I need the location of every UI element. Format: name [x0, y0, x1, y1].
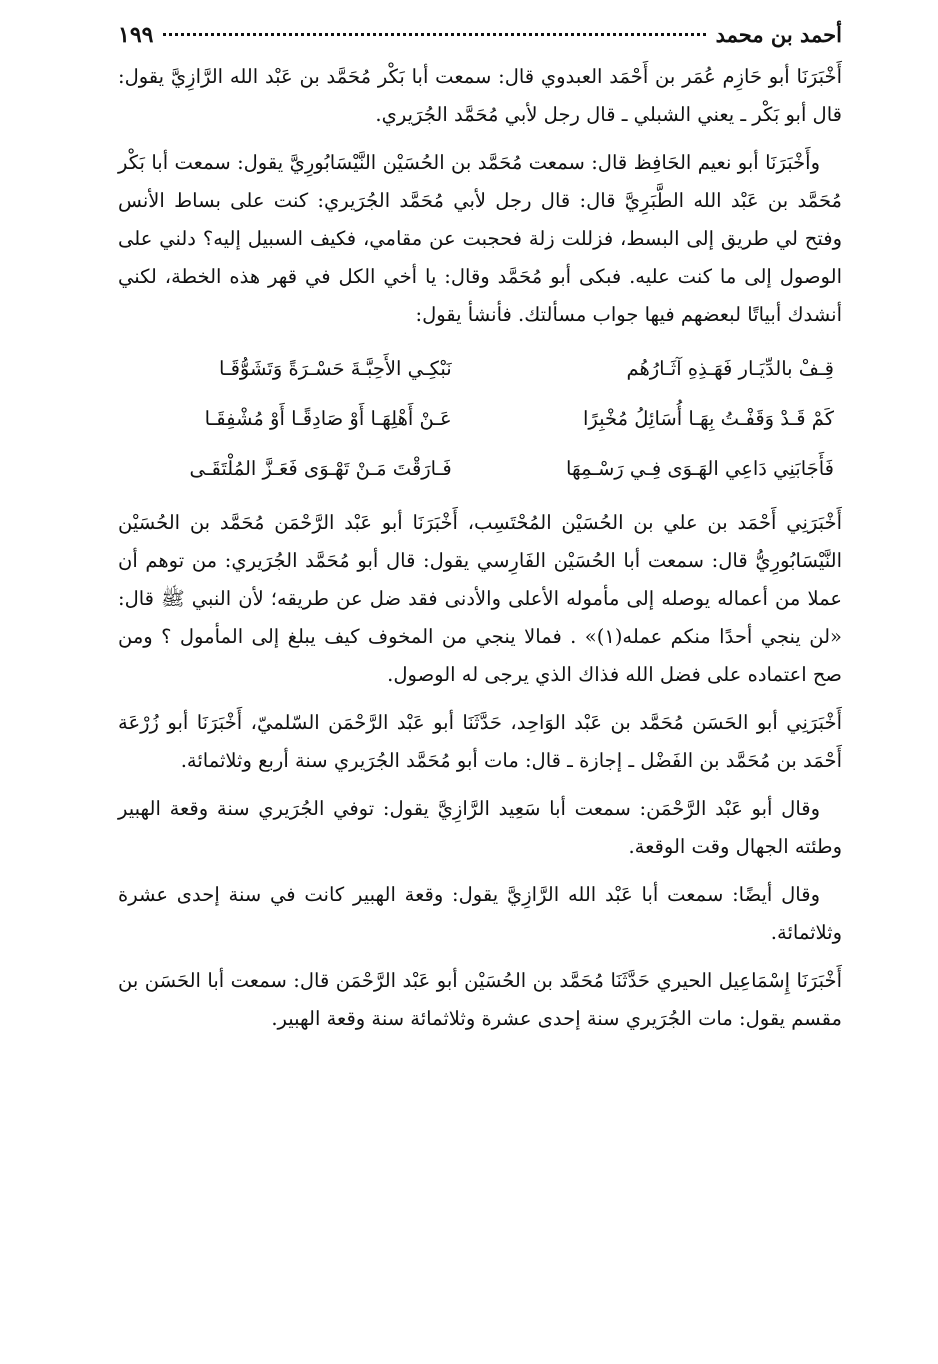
running-title: أحمد بن محمد	[715, 22, 842, 47]
page-number: ١٩٩	[118, 22, 154, 48]
verse-hemistich-second: عَـنْ أَهْلِهَـا أَوْ صَادِقًـا أَوْ مُشْفِقَـا	[204, 407, 452, 430]
paragraph-6: وقال أيضًا: سمعت أبا عَبْد الله الرَّازِيَّ يقول: وقعة الهبير كانت في سنة إحدى عشرة وثلاثمائة.	[118, 883, 842, 944]
poem-verse	[118, 344, 842, 394]
page-header	[118, 22, 842, 58]
paragraph-4: أَخْبَرَنِي أبو الحَسَن مُحَمَّد بن عَبْد الوَاحِد، حَدَّثَنَا أبو عَبْد الرَّحْمَن السّلميّ، أَخْبَرَنَا أبو زُرْعَة أَحْمَد بن مُحَمَّد بن الفَضْل ـ إجازة ـ قال: مات أبو مُحَمَّد الجُرَيري سنة أربع وثلاثمائة.	[118, 711, 842, 772]
leader-dots	[163, 33, 705, 36]
verse-hemistich-second: فَـارَقْتَ مَـنْ تَهْـوَى فَعَـزَّ المُلْتَقَـى	[189, 457, 452, 480]
poem-verse	[118, 444, 842, 494]
poem-verse	[118, 394, 842, 444]
verse-hemistich-first: فَأَجَابَنِي دَاعِي الهَـوَى فِـي رَسْـمِهَا	[566, 457, 834, 480]
paragraph-2: وأَخْبَرَنَا أبو نعيم الحَافِظ قال: سمعت مُحَمَّد بن الحُسَيْن النَّيْسَابُورِيَّ يقول: سمعت أبا بَكْر مُحَمَّد بن عَبْد الله الطَّبَرِيَّ قال: قال رجل لأبي مُحَمَّد الجُرَيري: كنت على بساط الأنس وفتح لي طريق إلى البسط، فزللت زلة فحجبت عن مقامي، فكيف السبيل إليه؟ دلني على الوصول إلى ما كنت عليه. فبكى أبو مُحَمَّد وقال: يا أخي الكل في قهر هذه الخطة، لكني أنشدك أبياتًا لبعضهم فيها جواب مسألتك. فأنشأ يقول:	[118, 151, 842, 326]
poem	[118, 344, 842, 494]
book-page	[118, 22, 842, 1342]
paragraph-7: أَخْبَرَنَا إِسْمَاعِيل الحيري حَدَّثَنَا مُحَمَّد بن الحُسَيْن أبو عَبْد الرَّحْمَن قال: سمعت أبا الحَسَن بن مقسم يقول: مات الجُرَيري سنة إحدى عشرة وثلاثمائة سنة وقعة الهبير.	[118, 969, 842, 1030]
verse-hemistich-first: كَمْ قَـدْ وَقَفْـتُ بِهَـا أُسَائِلُ مُخْبِرًا	[582, 407, 834, 430]
verse-hemistich-second: نَبْكِـي الأَحِبَّـةَ حَسْـرَةً وَتَشَوُّقَـا	[218, 357, 452, 380]
paragraph-1: أَخْبَرَنَا أبو حَازِم عُمَر بن أَحْمَد العبدوي قال: سمعت أبا بَكْر مُحَمَّد بن عَبْد الله الرَّازِيَّ يقول: قال أبو بَكْر ـ يعني الشبلي ـ قال رجل لأبي مُحَمَّد الجُرَيري.	[118, 65, 842, 126]
paragraph-5: وقال أبو عَبْد الرَّحْمَن: سمعت أبا سَعِيد الرَّازِيَّ يقول: توفي الجُرَيري سنة وقعة الهبير وطئته الجهال وقت الوقعة.	[118, 797, 842, 858]
verse-hemistich-first: قِـفْ بالدِّيَـار فَهَـذِهِ آثَـارُهُم	[626, 357, 834, 380]
paragraph-3: أَخْبَرَنِي أَحْمَد بن علي بن الحُسَيْن المُحْتَسِب، أَخْبَرَنَا أبو عَبْد الرَّحْمَن مُحَمَّد بن الحُسَيْن النَّيْسَابُورِيُّ قال: سمعت أبا الحُسَيْن الفَارِسي يقول: قال أبو مُحَمَّد الجُرَيري: من توهم أن عملا من أعماله يوصله إلى مأموله الأعلى والأدنى فقد ضل عن طريقه؛ لأن النبي ﷺ قال: «لن ينجي أحدًا منكم عمله(١)» . فمالا ينجي من المخوف كيف يبلغ إلى المأمول ؟ ومن صح اعتماده على فضل الله فذاك الذي يرجى له الوصول.	[118, 511, 842, 686]
